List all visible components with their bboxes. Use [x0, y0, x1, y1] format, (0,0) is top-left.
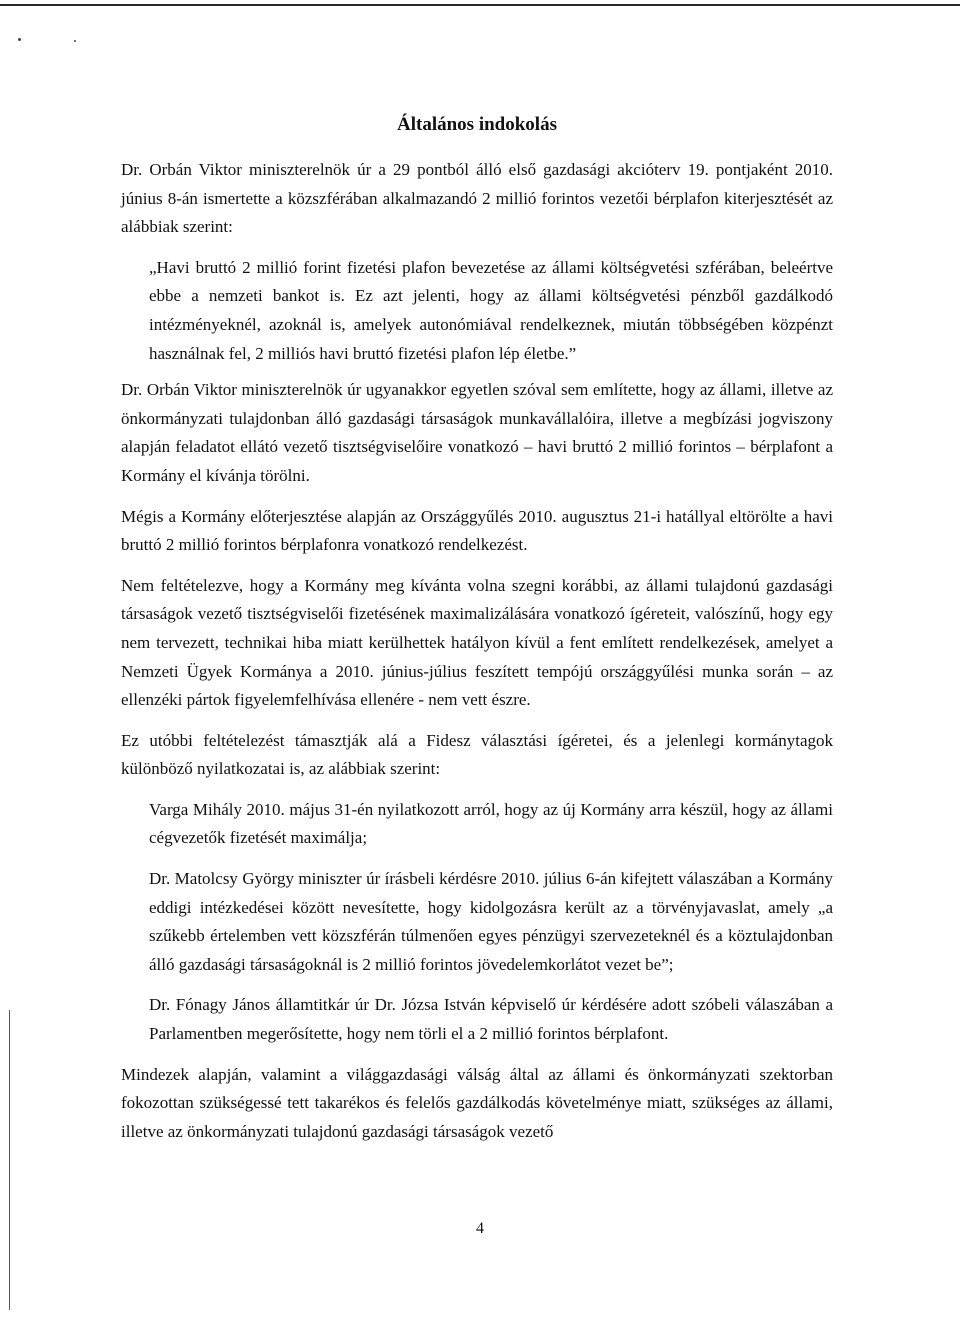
paragraph-assumption: Nem feltételezve, hogy a Kormány meg kívánta volna szegni korábbi, az állami tulajdonú gazdasági társaságok vezető tisztségviselői fizetésének maximalizálására vonatkozó ígéreteit, valószínű, hogy egy nem tervezett, technikai hiba miatt kerülhettek hatályon kívül a fent említett rendelkezések, amelyet a Nemzeti Ügyek Kormánya a 2010. június-július feszített tempójú országgyűlési munka során – az ellenzéki pártok figyelemfelhívása ellenére - nem vett észre. — [121, 575, 833, 710]
scan-border-top — [0, 4, 960, 6]
paragraph-quote: „Havi bruttó 2 millió forint fizetési plafon bevezetése az állami költségvetési szférában, beleértve ebbe a nemzeti bankot is. Ez azt jelenti, hogy az állami költségvetési pénzből gazdálkodó intézményeknél, azoknál is, amelyek autonómiával rendelkeznek, miután többségében közpénzt használnak fel, 2 milliós havi bruttó fizetési plafon lép életbe.” — [149, 257, 833, 363]
paragraph-support: Ez utóbbi feltételezést támasztják alá a Fidesz választási ígéretei, és a jelenlegi kormánytagok különböző nyilatkozatai is, az alábbiak szerint: — [121, 730, 833, 779]
document-title: Általános indokolás — [397, 114, 557, 135]
paragraph-omission: Dr. Orbán Viktor miniszterelnök úr ugyanakkor egyetlen szóval sem említette, hogy az állami, illetve az önkormányzati tulajdonban álló gazdasági társaságok munkavállalóira, illetve a megbízási jogviszony alapján feladatot ellátó vezető tisztségviselőire vonatkozó – havi bruttó 2 millió forintos – bérplafont a Kormány el kívánja törölni. — [121, 380, 833, 485]
statement-matolcsy: Dr. Matolcsy György miniszter úr írásbeli kérdésre 2010. július 6-án kifejtett válaszában a Kormány eddigi intézkedései között nevesítette, hogy kidolgozásra került az a törvényjavaslat, amely „a szűkebb értelemben vett közszférán túlmenően egyes pénzügyi szervezeteknél és a köztulajdonban álló gazdasági társaságoknál is 2 millió forintos jövedelemkorlátot vezet be”; — [149, 869, 833, 974]
scan-speck — [74, 40, 76, 42]
statement-varga: Varga Mihály 2010. május 31-én nyilatkozott arról, hogy az új Kormány arra készül, hogy az állami cégvezetők fizetését maximálja; — [149, 799, 833, 848]
paragraph-intro: Dr. Orbán Viktor miniszterelnök úr a 29 pontból álló első gazdasági akcióterv 19. pontjaként 2010. június 8-án ismertette a közszférában alkalmazandó 2 millió forintos vezetői bérplafon kiterjesztését az alábbiak szerint: — [121, 160, 833, 237]
scan-speck — [18, 38, 21, 41]
statement-fonagy: Dr. Fónagy János államtitkár úr Dr. Józsa István képviselő úr kérdésére adott szóbeli válaszában a Parlamentben megerősítette, hogy nem törli el a 2 millió forintos bérplafont. — [149, 995, 833, 1044]
page-number: 4 — [476, 1220, 484, 1237]
scan-border-left — [9, 1010, 10, 1310]
paragraph-repeal: Mégis a Kormány előterjesztése alapján az Országgyűlés 2010. augusztus 21-i hatállyal eltörölte a havi bruttó 2 millió forintos bérplafonra vonatkozó rendelkezést. — [121, 506, 833, 555]
document-page — [121, 100, 833, 1158]
paragraph-conclusion: Mindezek alapján, valamint a világgazdasági válság által az állami és önkormányzati szektorban fokozottan szükségessé tett takarékos és felelős gazdálkodás követelménye miatt, szükséges az állami, illetve az önkormányzati tulajdonú gazdasági társaságok vezető — [121, 1064, 833, 1141]
